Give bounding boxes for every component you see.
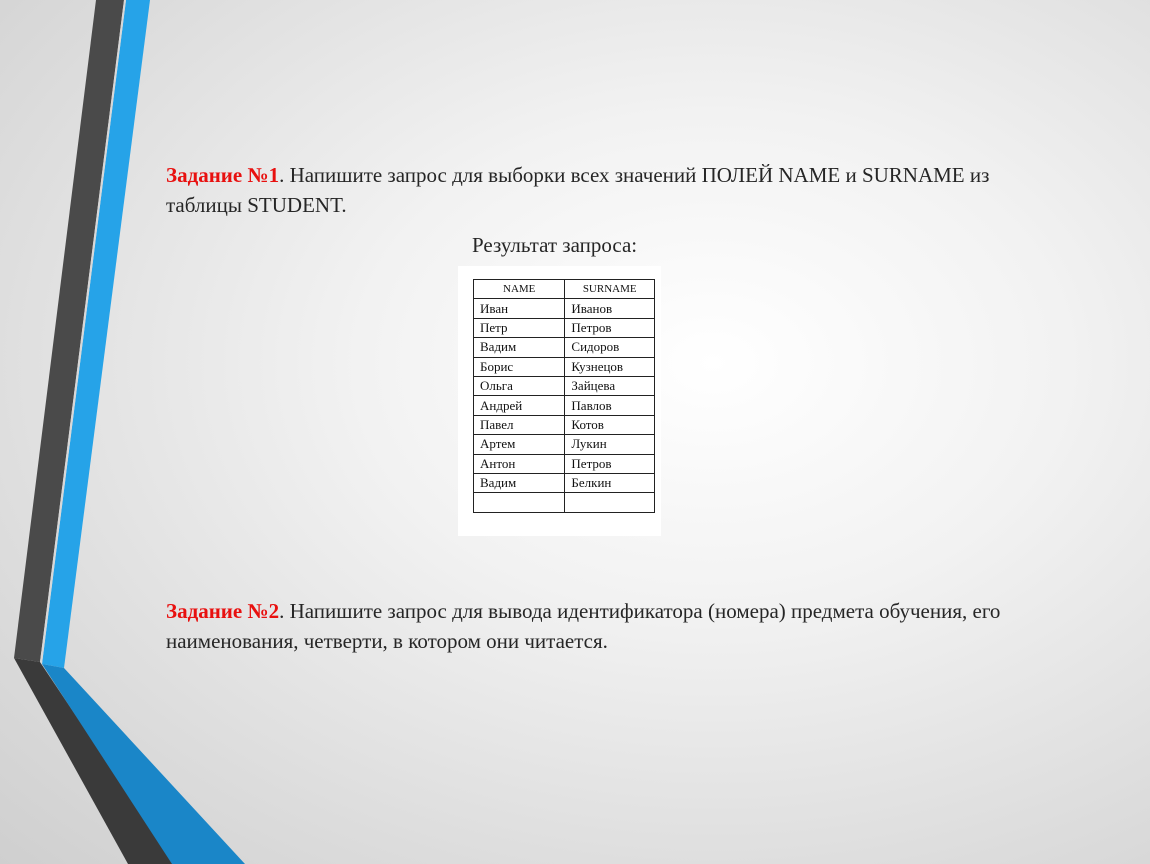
result-caption: Результат запроса: <box>472 233 638 257</box>
cell-surname: Иванов <box>565 299 655 318</box>
table-row <box>474 318 655 337</box>
result-table-image <box>458 266 661 536</box>
cell-name: Андрей <box>474 396 565 415</box>
cell-surname: Котов <box>565 415 655 434</box>
column-header-name: NAME <box>474 280 565 299</box>
cell-name: Вадим <box>474 473 565 492</box>
table-row <box>474 299 655 318</box>
table-row <box>474 493 655 512</box>
cell-surname: Белкин <box>565 473 655 492</box>
cell-surname: Петров <box>565 454 655 473</box>
cell-surname: Павлов <box>565 396 655 415</box>
cell-surname: Петров <box>565 318 655 337</box>
stripe-highlight <box>40 0 126 664</box>
cell-name <box>474 493 565 512</box>
cell-surname: Кузнецов <box>565 357 655 376</box>
table-row <box>474 376 655 395</box>
cell-surname <box>565 493 655 512</box>
table-row <box>474 473 655 492</box>
table-row <box>474 415 655 434</box>
cell-surname: Лукин <box>565 435 655 454</box>
task-2-text: . Напишите запрос для вывода идентификатора (номера) предмета обучения, его наименования, четверти, в котором они читается. <box>166 599 1001 653</box>
task-1 <box>166 160 1066 220</box>
table-row <box>474 357 655 376</box>
task-2-label: Задание №2 <box>166 599 280 623</box>
cell-name: Борис <box>474 357 565 376</box>
cell-surname: Сидоров <box>565 338 655 357</box>
task-1-label: Задание №1 <box>166 163 280 187</box>
table-row <box>474 338 655 357</box>
table-row <box>474 435 655 454</box>
table-row <box>474 396 655 415</box>
cell-name: Ольга <box>474 376 565 395</box>
cell-name: Павел <box>474 415 565 434</box>
cell-name: Иван <box>474 299 565 318</box>
task-1-text: . Напишите запрос для выборки всех значений ПОЛЕЙ NAME и SURNAME из таблицы STUDENT. <box>166 163 990 217</box>
cell-surname: Зайцева <box>565 376 655 395</box>
table-row <box>474 454 655 473</box>
cell-name: Вадим <box>474 338 565 357</box>
cell-name: Антон <box>474 454 565 473</box>
cell-name: Артем <box>474 435 565 454</box>
table-header-row <box>474 280 655 299</box>
cell-name: Петр <box>474 318 565 337</box>
column-header-surname: SURNAME <box>565 280 655 299</box>
dark-stripe-lower <box>14 658 175 864</box>
result-table <box>473 279 655 513</box>
task-2 <box>166 596 1066 656</box>
